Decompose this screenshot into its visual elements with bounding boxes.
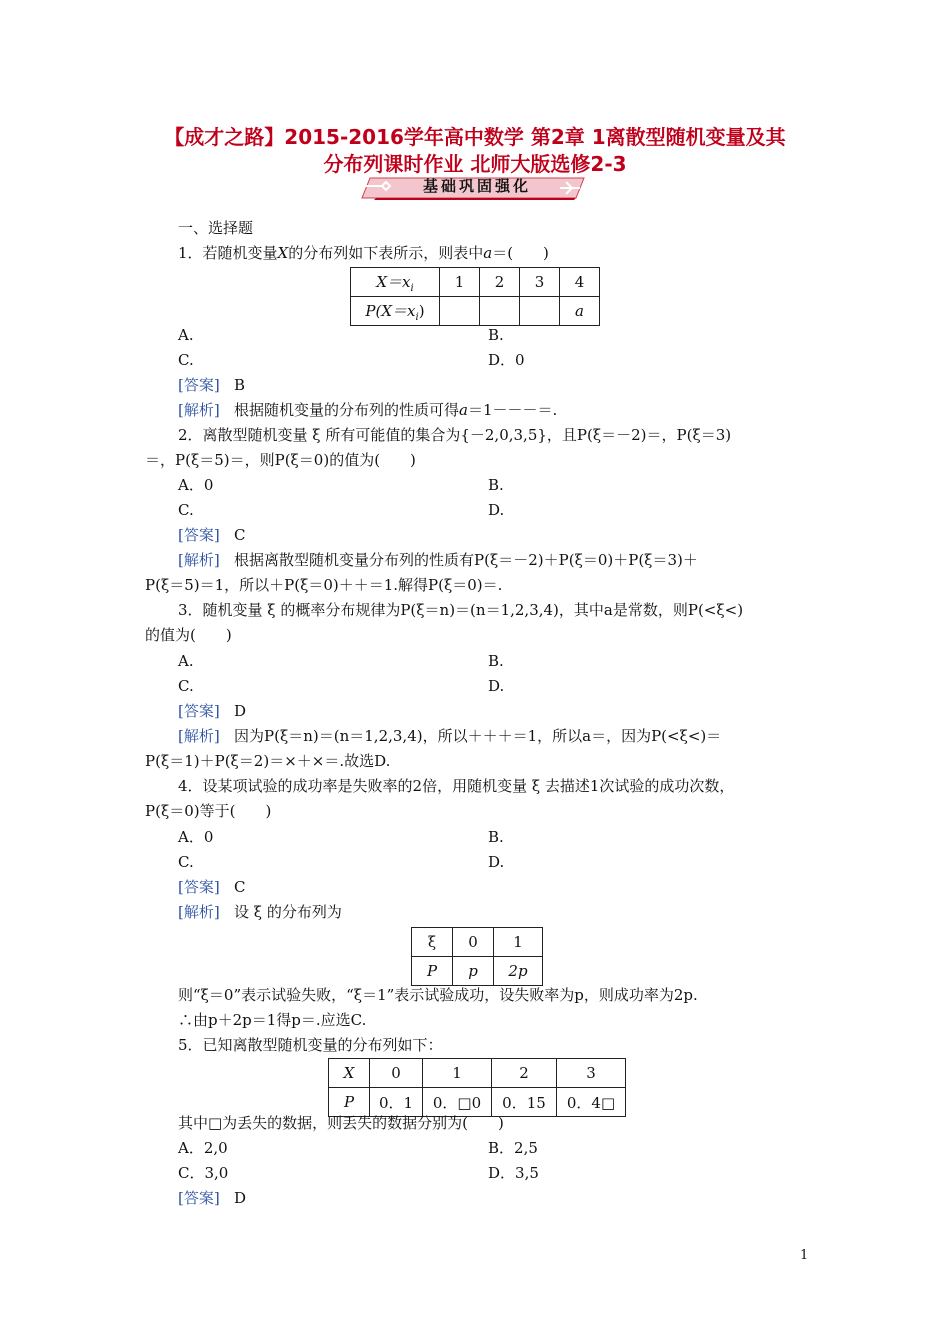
analysis-label: [解析]: [178, 903, 220, 921]
q3-analysis-line-2: P(ξ＝1)＋P(ξ＝2)＝×＋×＝.故选D.: [145, 752, 391, 770]
table-cell: 2: [492, 1059, 557, 1088]
q1-analysis: [解析] 根据随机变量的分布列的性质可得a＝1－－－＝.: [178, 401, 558, 419]
table-cell: 2: [480, 268, 520, 297]
table-cell: 1: [423, 1059, 492, 1088]
table-row: [351, 268, 600, 297]
q3-answer-value: D: [234, 702, 247, 720]
page-number: 1: [800, 1248, 809, 1263]
table-cell: P: [329, 1088, 370, 1117]
q4-distribution-table: [411, 927, 543, 986]
document-title-line-1: 【成才之路】2015-2016学年高中数学 第2章 1离散型随机变量及其: [164, 125, 786, 149]
table-cell: 0．4□: [557, 1088, 626, 1117]
q5-distribution-table: [328, 1058, 626, 1117]
section-banner: [356, 176, 594, 200]
table-cell: 0．1: [370, 1088, 423, 1117]
q4-stem-line-1: 4．设某项试验的成功率是失败率的2倍，用随机变量 ξ 去描述1次试验的成功次数，: [178, 777, 735, 795]
banner-label: 基础巩固强化: [422, 177, 531, 195]
q5-option-d: D．3,5: [488, 1164, 539, 1182]
analysis-label: [解析]: [178, 551, 220, 569]
q4-option-a: A．0: [178, 828, 214, 846]
q3-stem-line-1: 3．随机变量 ξ 的概率分布规律为P(ξ＝n)＝(n＝1,2,3,4)，其中a是常数，则P(<ξ<): [178, 601, 744, 619]
q4-analysis-line-2: 则“ξ＝0”表示试验失败，“ξ＝1”表示试验成功，设失败率为p，则成功率为2p.: [178, 986, 698, 1004]
answer-label: [答案]: [178, 702, 220, 720]
table-cell: 1: [494, 928, 543, 957]
q3-answer: [178, 701, 246, 721]
q2-answer: [178, 525, 246, 545]
q3-option-a: A.: [178, 652, 194, 670]
table-cell: [520, 297, 560, 326]
table-cell: 3: [520, 268, 560, 297]
q1-answer: [178, 375, 245, 395]
q1-option-d: D．0: [488, 351, 525, 369]
table-cell: 0．□0: [423, 1088, 492, 1117]
q1-stem: [178, 243, 549, 263]
q1-stem-var2: a: [483, 244, 493, 262]
table-cell: a: [560, 297, 600, 326]
q1-stem-b: 的分布列如下表所示，则表中: [288, 244, 484, 262]
table-cell: 3: [557, 1059, 626, 1088]
table-cell: 1: [440, 268, 480, 297]
table-row: [351, 297, 600, 326]
q4-option-c: C.: [178, 853, 194, 871]
table-row: [412, 957, 543, 986]
table-cell: $X=x_i$: [351, 268, 440, 297]
table-cell: 4: [560, 268, 600, 297]
q1-stem-a: 1．若随机变量: [178, 244, 278, 262]
q4-option-b: B.: [488, 828, 504, 846]
answer-label: [答案]: [178, 526, 220, 544]
q4-answer: [178, 877, 246, 897]
q1-stem-c: ＝( ): [492, 244, 549, 262]
q5-option-c: C．3,0: [178, 1164, 229, 1182]
q1-option-c: C.: [178, 351, 194, 369]
q2-stem-line-2: ＝，P(ξ＝5)＝，则P(ξ＝0)的值为( ): [145, 451, 416, 469]
q5-answer: [178, 1188, 246, 1208]
document-title-line-2: 分布列课时作业 北师大版选修2-3: [323, 152, 627, 176]
q4-analysis-line-3: ∴由p＋2p＝1得p＝.应选C.: [178, 1011, 367, 1029]
table-cell: ξ: [412, 928, 453, 957]
q3-analysis-line-1: [解析] 因为P(ξ＝n)＝(n＝1,2,3,4)，所以＋＋＋＝1，所以a＝，因为P(<ξ<)＝: [178, 727, 722, 745]
analysis-label: [解析]: [178, 401, 220, 419]
q2-option-d: D.: [488, 501, 505, 519]
q5-stem-line-2: 其中□为丢失的数据，则丢失的数据分别为( ): [178, 1114, 504, 1132]
table-cell: 0: [370, 1059, 423, 1088]
q2-option-b: B.: [488, 476, 504, 494]
q2-option-a: A．0: [178, 476, 214, 494]
analysis-label: [解析]: [178, 727, 220, 745]
q1-option-b: B.: [488, 326, 504, 344]
q3-option-c: C.: [178, 677, 194, 695]
answer-label: [答案]: [178, 1189, 220, 1207]
table-row: [412, 928, 543, 957]
q2-option-c: C.: [178, 501, 194, 519]
q5-stem: 5．已知离散型随机变量的分布列如下：: [178, 1036, 443, 1054]
q3-option-b: B.: [488, 652, 504, 670]
q5-answer-value: D: [234, 1189, 247, 1207]
table-cell: X: [329, 1059, 370, 1088]
q1-option-a: A.: [178, 326, 194, 344]
q5-option-b: B．2,5: [488, 1139, 538, 1157]
q2-answer-value: C: [234, 526, 246, 544]
section-title: 一、选择题: [178, 219, 254, 237]
table-cell: 0．15: [492, 1088, 557, 1117]
q1-distribution-table: [350, 267, 600, 326]
answer-label: [答案]: [178, 376, 220, 394]
table-cell: 0: [453, 928, 494, 957]
q3-option-d: D.: [488, 677, 505, 695]
q1-answer-value: B: [234, 376, 246, 394]
table-cell: P: [412, 957, 453, 986]
q2-analysis-line-2: P(ξ＝5)＝1，所以＋P(ξ＝0)＋＋＝1.解得P(ξ＝0)＝.: [145, 576, 503, 594]
answer-label: [答案]: [178, 878, 220, 896]
q1-stem-var: X: [277, 244, 289, 262]
table-cell: p: [453, 957, 494, 986]
q5-option-a: A．2,0: [178, 1139, 228, 1157]
q4-stem-line-2: P(ξ＝0)等于( ): [145, 802, 272, 820]
q4-option-d: D.: [488, 853, 505, 871]
q3-stem-line-2: 的值为( ): [145, 626, 232, 644]
table-cell: [480, 297, 520, 326]
q4-analysis: [解析] 设 ξ 的分布列为: [178, 903, 342, 921]
q2-stem-line-1: 2．离散型随机变量 ξ 所有可能值的集合为{－2,0,3,5}，且P(ξ＝－2)＝，P(ξ＝3): [178, 426, 732, 444]
table-cell: 2p: [494, 957, 543, 986]
table-cell: [440, 297, 480, 326]
table-cell: $P(X=x_i)$: [351, 297, 440, 326]
table-row: [329, 1059, 626, 1088]
q4-answer-value: C: [234, 878, 246, 896]
q2-analysis-line-1: [解析] 根据离散型随机变量分布列的性质有P(ξ＝－2)＋P(ξ＝0)＋P(ξ＝3)＋: [178, 551, 698, 569]
